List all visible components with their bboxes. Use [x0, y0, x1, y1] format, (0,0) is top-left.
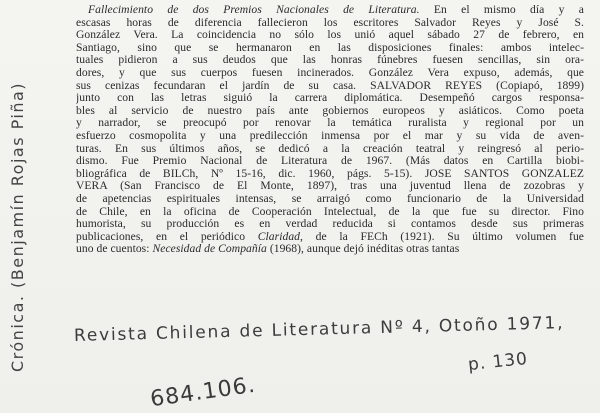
article-line: VERA (San Francisco de El Monte, 1897), tras una juventud llena de zozobras y — [76, 180, 584, 193]
article-line: uno de cuentos: Necesidad de Compañía (1968), aunque dejó inéditas otras tantas — [76, 243, 460, 256]
handwritten-source-note: Revista Chilena de Literatura Nº 4, Otoño 1971, — [73, 313, 565, 346]
periodical-title: Claridad — [257, 230, 301, 243]
article-line: escasas horas de diferencia fallecieron los escritores Salvador Reyes y José S. — [76, 16, 584, 29]
article-line: dismo. Fue Premio Nacional de Literatura de 1967. (Más datos en Cartilla biobi- — [76, 155, 584, 168]
article-line: de apetencias espirituales intensas, se arraigó como funcionario de la Universidad — [76, 192, 584, 205]
handwritten-page-number: p. 130 — [467, 348, 529, 376]
article-line: Santiago, sino que se hermanaron en las disposiciones finales: ambos intelec- — [76, 41, 584, 54]
article-line: esfuerzo cosmopolita y una predilección inmensa por el mar y su vida de aven- — [76, 129, 584, 142]
handwritten-side-note: Crónica. (Benjamín Rojas Piña) — [8, 81, 27, 372]
article-line: de Chile, en la oficina de Cooperación Intelectual, de la que fue su director. Fino — [76, 205, 584, 218]
article-line: y narrador, se preocupó por renovar la temática ruralista y regional por un — [76, 117, 584, 130]
article-line: bles al servicio de nuestro país ante gobiernos europeos y asiáticos. Como poeta — [76, 104, 584, 117]
article-line: bliográfica de BILCh, Nº 15-16, dic. 1960, págs. 5-15). JOSE SANTOS GONZALEZ — [76, 167, 584, 180]
book-title: Necesidad de Compañía — [152, 243, 267, 256]
article-text — [76, 4, 584, 256]
article-line: publicaciones, en el periódico Claridad, de la FECh (1921). Su último volumen fue — [76, 230, 584, 243]
article-line: humorista, su producción es en verdad reducida si contamos desde sus primeras — [76, 218, 584, 231]
article-line: junto con las letras siguió la carrera diplomática. Desempeñó cargos responsa- — [76, 92, 584, 105]
article-heading: Fallecimiento de dos Premios Nacionales de Literatura. — [88, 4, 420, 16]
article-line: turas. En sus últimos años, se dedicó a la creación teatral y reingresó al perio- — [76, 142, 584, 155]
article-line: sus cenizas fecundaran el jardín de su casa. SALVADOR REYES (Copiapó, 1899) — [76, 79, 584, 92]
article-line: González Vera. La coincidencia no sólo los unió aquel sábado 27 de febrero, en — [76, 29, 584, 42]
article-line: tuales pidieron a sus deudos que las honras fúnebres fuesen sencillas, sin ora- — [76, 54, 584, 67]
handwritten-reference-number: 684.106. — [148, 372, 258, 413]
article-line: dores, y que sus cuerpos fuesen incinerados. González Vera expuso, además, que — [76, 66, 584, 79]
article-line: Fallecimiento de dos Premios Nacionales de Literatura. En el mismo día y a — [88, 4, 584, 16]
